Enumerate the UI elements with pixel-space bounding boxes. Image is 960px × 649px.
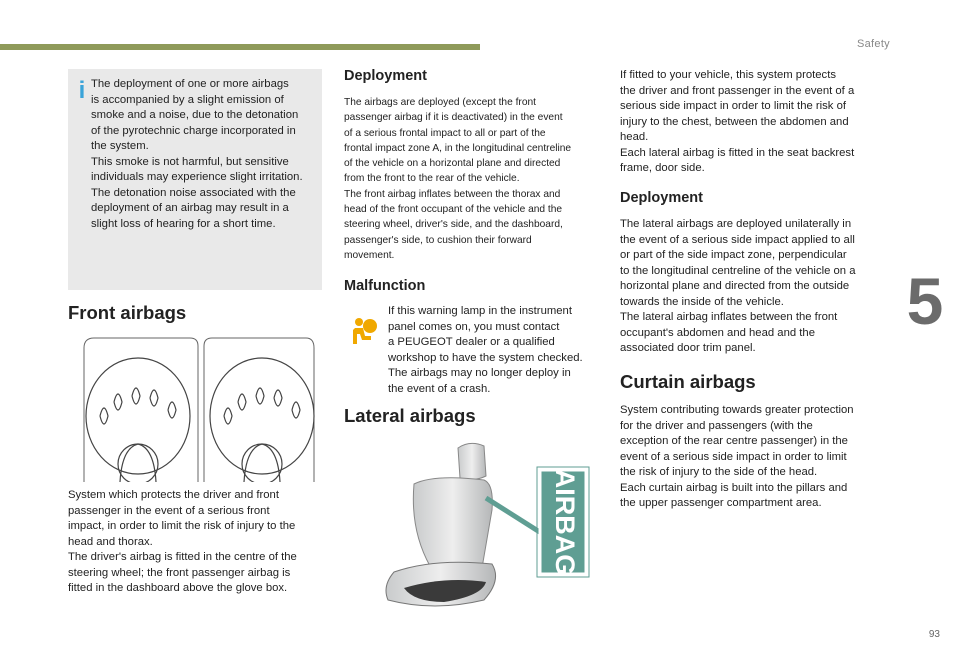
deployment-front-text: The airbags are deployed (except the front passenger airbag if it is deactivated) in the event of a serious frontal impact to all or part of the frontal impact zone A, in the longitudinal centreline of the vehicle on a horizontal plane and directed from the front to the rear of the vehicle. The front airbag inflates between the thorax and head of the front occupant of the vehicle and the steering wheel, driver's side, and the dashboard, passenger's side, to cushion their forward movement.: [344, 97, 572, 261]
lateral-airbags-heading: Lateral airbags: [344, 405, 476, 426]
deployment-lateral-text: The lateral airbags are deployed unilaterally in the event of a serious side impact applied to all or part of the side impact zone, perpendicular to the longitudinal centreline of the vehicle on a horizontal plane and directed from the outside towards the inside of the vehicle. The lateral airbag inflates between the front occupant's abdomen and head and the associated door trim panel.: [620, 218, 856, 354]
curtain-airbags-heading: Curtain airbags: [620, 371, 756, 392]
malfunction-text: If this warning lamp in the instrument panel comes on, you must contact a PEUGEOT dealer or a qualified workshop to have the system checked. The airbags may no longer deploy in the event of a crash.: [388, 305, 583, 395]
page-number: 93: [928, 629, 940, 640]
section-title: Safety: [857, 38, 890, 50]
lateral-airbags-text: If fitted to your vehicle, this system protects the driver and front passenger in the event of a serious side impact in order to limit the risk of injury to the chest, between the abdomen and head. Each lateral airbag is fitted in the seat backrest frame, door side.: [620, 69, 855, 174]
airbag-label-text: AIRBAG: [549, 468, 580, 576]
info-icon: i: [78, 77, 86, 104]
malfunction-heading: Malfunction: [344, 278, 426, 294]
front-airbags-illustration: [80, 336, 320, 482]
deployment-heading: Deployment: [344, 68, 427, 84]
front-airbags-heading: Front airbags: [68, 302, 187, 323]
airbag-warning-icon: [349, 314, 379, 346]
front-airbags-text: System which protects the driver and front passenger in the event of a serious front impact, in order to limit the risk of injury to the head and thorax. The driver's airbag is fitted in the centre of the steering wheel; the front passenger airbag is fitted in the dashboard above the glove box.: [68, 489, 297, 594]
chapter-number: 5: [906, 264, 944, 338]
info-note-text: The deployment of one or more airbags is accompanied by a slight emission of smoke and a noise, due to the detonation of the pyrotechnic charge incorporated in the system. This smoke is not harmful, but sensitive individuals may experience slight irritation. The detonation noise associated with the deployment of an airbag may result in a slight loss of hearing for a short time.: [91, 78, 303, 230]
deployment-lateral-heading: Deployment: [620, 190, 703, 206]
curtain-airbags-text: System contributing towards greater protection for the driver and passengers (with the exception of the rear centre passenger) in the event of a serious side impact in order to limit the risk of injury to the side of the head. Each curtain airbag is built into the pillars and the upper passenger compartment area.: [620, 404, 854, 509]
lateral-airbag-seat-illustration: [374, 440, 598, 612]
accent-bar: [0, 44, 480, 50]
